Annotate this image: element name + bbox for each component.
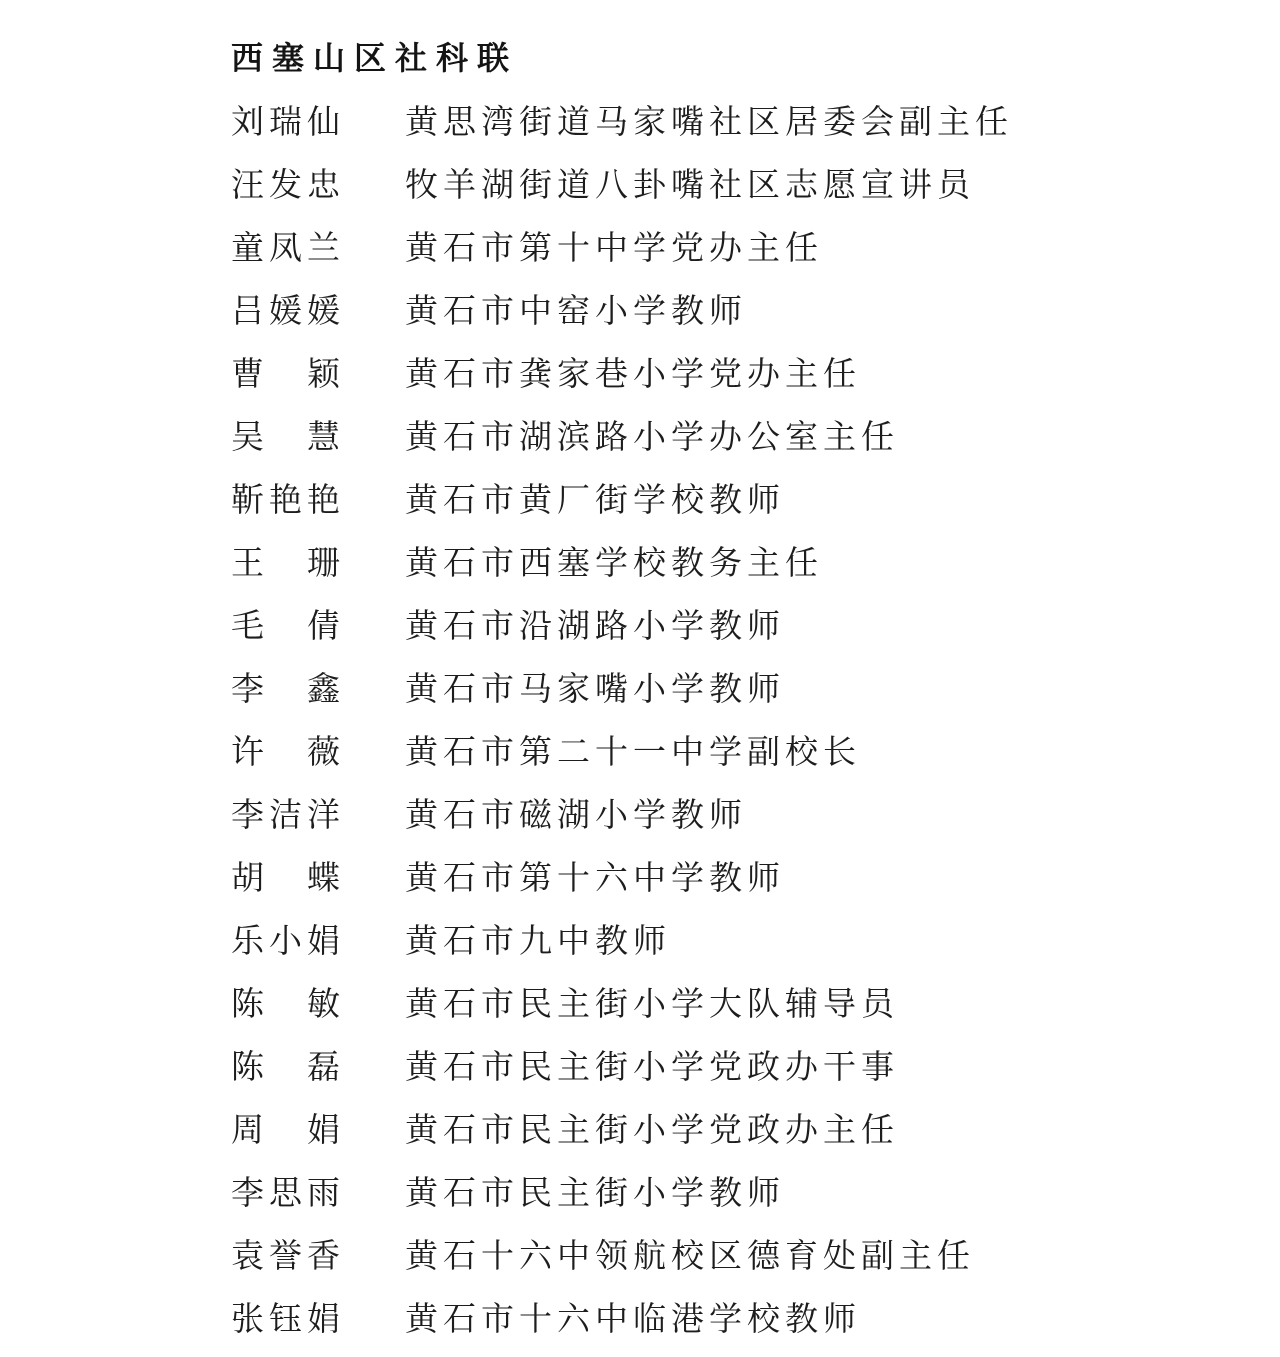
person-title: 黄石市黄厂街学校教师 — [405, 483, 785, 519]
person-title: 黄石市中窑小学教师 — [405, 294, 747, 330]
person-title: 黄石市民主街小学教师 — [405, 1176, 785, 1212]
person-name: 周 娟 — [231, 1113, 345, 1149]
list-item — [231, 529, 1240, 592]
person-name: 李洁洋 — [231, 798, 345, 834]
person-name: 张钰娟 — [231, 1302, 345, 1338]
list-item — [231, 214, 1240, 277]
person-name: 曹 颖 — [231, 357, 345, 393]
list-item — [231, 781, 1240, 844]
list-item — [231, 655, 1240, 718]
list-item — [231, 340, 1240, 403]
person-title: 黄石市九中教师 — [405, 924, 671, 960]
person-name: 李思雨 — [231, 1176, 345, 1212]
person-title: 黄石十六中领航校区德育处副主任 — [405, 1239, 975, 1275]
list-item — [231, 1096, 1240, 1159]
list-item — [231, 844, 1240, 907]
person-title: 黄石市第十六中学教师 — [405, 861, 785, 897]
person-name: 乐小娟 — [231, 924, 345, 960]
list-item — [231, 277, 1240, 340]
person-title: 黄石市湖滨路小学办公室主任 — [405, 420, 899, 456]
list-item — [231, 1222, 1240, 1285]
person-name: 陈 磊 — [231, 1050, 345, 1086]
person-title: 黄石市民主街小学党政办主任 — [405, 1113, 899, 1149]
person-title: 黄石市第二十一中学副校长 — [405, 735, 861, 771]
person-title: 黄石市龚家巷小学党办主任 — [405, 357, 861, 393]
list-item — [231, 88, 1240, 151]
person-title: 黄石市民主街小学大队辅导员 — [405, 987, 899, 1023]
person-name: 靳艳艳 — [231, 483, 345, 519]
person-title: 黄石市十六中临港学校教师 — [405, 1302, 861, 1338]
person-title: 牧羊湖街道八卦嘴社区志愿宣讲员 — [405, 168, 975, 204]
person-name: 吴 慧 — [231, 420, 345, 456]
person-title: 黄石市马家嘴小学教师 — [405, 672, 785, 708]
person-title: 黄石市沿湖路小学教师 — [405, 609, 785, 645]
list-item — [231, 151, 1240, 214]
list-item — [231, 1285, 1240, 1348]
person-title: 黄石市磁湖小学教师 — [405, 798, 747, 834]
list-item — [231, 592, 1240, 655]
person-name: 童凤兰 — [231, 231, 345, 267]
person-title: 黄思湾街道马家嘴社区居委会副主任 — [405, 105, 1013, 141]
person-title: 黄石市民主街小学党政办干事 — [405, 1050, 899, 1086]
list-item — [231, 970, 1240, 1033]
person-title: 黄石市第十中学党办主任 — [405, 231, 823, 267]
person-name: 刘瑞仙 — [231, 105, 345, 141]
list-item — [231, 1033, 1240, 1096]
person-name: 许 薇 — [231, 735, 345, 771]
person-name: 汪发忠 — [231, 168, 345, 204]
person-name: 袁誉香 — [231, 1239, 345, 1275]
person-name: 毛 倩 — [231, 609, 345, 645]
honor-list — [231, 88, 1240, 1348]
list-item — [231, 466, 1240, 529]
section-heading: 西塞山区社科联 — [231, 40, 519, 76]
person-title: 黄石市西塞学校教务主任 — [405, 546, 823, 582]
person-name: 胡 蝶 — [231, 861, 345, 897]
person-name: 吕媛媛 — [231, 294, 345, 330]
list-item — [231, 1159, 1240, 1222]
person-name: 李 鑫 — [231, 672, 345, 708]
person-name: 陈 敏 — [231, 987, 345, 1023]
list-item — [231, 403, 1240, 466]
person-name: 王 珊 — [231, 546, 345, 582]
list-item — [231, 907, 1240, 970]
list-item — [231, 718, 1240, 781]
